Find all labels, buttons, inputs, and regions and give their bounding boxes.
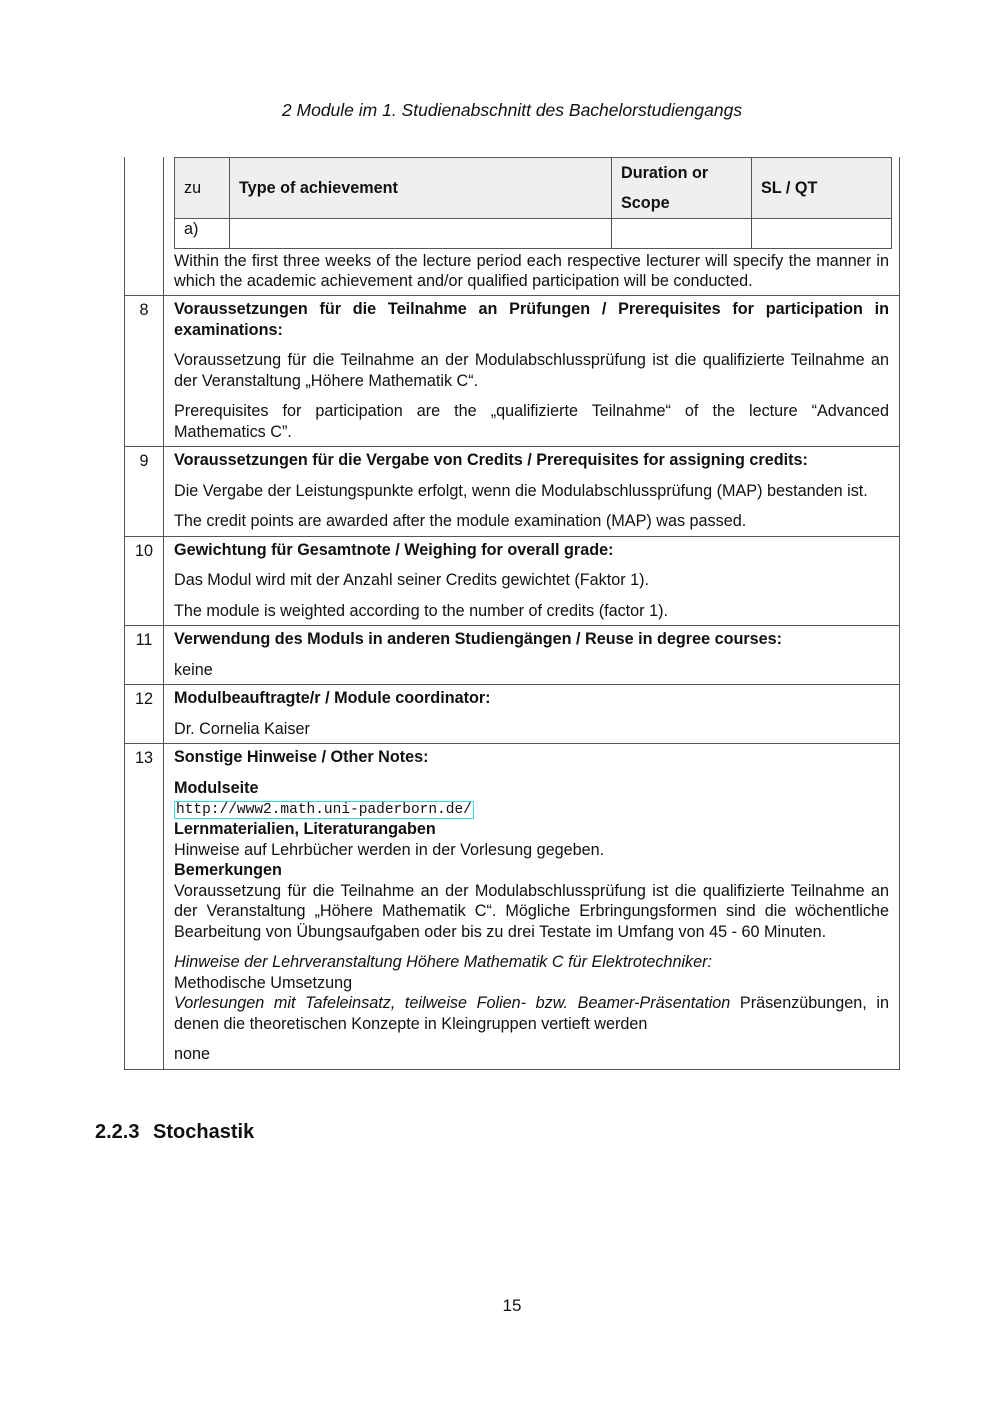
row-text-de: Das Modul wird mit der Anzahl seiner Credits gewichtet (Faktor 1). xyxy=(174,571,650,589)
row-text-en: The module is weighted according to the number of credits (factor 1). xyxy=(174,601,668,620)
row-title: Sonstige Hinweise / Other Notes: xyxy=(174,748,429,766)
row-content xyxy=(164,536,900,626)
achievement-type-cell xyxy=(230,219,612,249)
bemerkungen-text: Voraussetzung für die Teilnahme an der Modulabschlussprüfung ist die qualifizierte Teilnahme an der Veranstaltung „Höhere Mathematik C“. Mögliche Erbringungsformen sind die wöchentliche Bearbeitung von Übungsaufgaben oder bis zu drei Testate im Umfang von 45 - 60 Minuten. xyxy=(174,881,889,941)
row-number: 13 xyxy=(125,744,164,1070)
row-text-de: Voraussetzung für die Teilnahme an der Modulabschlussprüfung ist die qualifizierte Teilnahme an der Veranstaltung „Höhere Mathematik C“. xyxy=(174,351,889,390)
section-title: Stochastik xyxy=(153,1121,255,1143)
achievement-duration-cell xyxy=(612,219,752,249)
methodische-umsetzung: Methodische Umsetzung xyxy=(174,973,353,992)
table-row xyxy=(125,536,900,626)
header-zu: zu xyxy=(175,158,230,219)
hinweise-title: Hinweise der Lehrveranstaltung Höhere Mathematik C für Elektrotechniker: xyxy=(174,953,713,971)
table-row xyxy=(125,296,900,447)
header-type: Type of achievement xyxy=(230,158,612,219)
running-header: 2 Module im 1. Studienabschnitt des Bachelorstudiengangs xyxy=(281,100,743,120)
header-slqt: SL / QT xyxy=(752,158,892,219)
url-line xyxy=(174,798,889,819)
row-number: 8 xyxy=(125,296,164,447)
achievement-note: Within the first three weeks of the lecture period each respective lecturer will specify the manner in which the academic achievement and/or qualified participation will be conducted. xyxy=(174,252,889,290)
row-title: Voraussetzungen für die Teilnahme an Prüfungen / Prerequisites for participation in examinations: xyxy=(174,300,889,339)
none-text: none xyxy=(174,1045,211,1063)
notes-block xyxy=(174,778,889,1065)
bemerkungen-label: Bemerkungen xyxy=(174,861,282,879)
achievement-table xyxy=(174,157,892,249)
row-content xyxy=(164,685,900,744)
achievement-row-label: a) xyxy=(175,219,230,249)
row-content xyxy=(164,744,900,1070)
row-title: Voraussetzungen für die Vergabe von Credits / Prerequisites for assigning credits: xyxy=(174,451,808,469)
module-page-link[interactable]: http://www2.math.uni-paderborn.de/ xyxy=(176,802,472,818)
lernmaterialien-label: Lernmaterialien, Literaturangaben xyxy=(174,820,436,838)
row-content xyxy=(164,626,900,685)
row-number: 10 xyxy=(125,536,164,626)
row-content xyxy=(164,447,900,537)
row-content xyxy=(164,296,900,447)
table-row xyxy=(125,447,900,537)
achievement-header-row xyxy=(175,158,892,219)
row-value: Dr. Cornelia Kaiser xyxy=(174,719,310,738)
table-row xyxy=(125,744,900,1070)
row-text-en: Prerequisites for participation are the „qualifizierte Teilnahme“ of the lecture “Advanced Mathematics C”. xyxy=(174,402,889,441)
lernmaterialien-text: Hinweise auf Lehrbücher werden in der Vorlesung gegeben. xyxy=(174,840,605,859)
row-number: 11 xyxy=(125,626,164,685)
section-number: 2.2.3 xyxy=(95,1121,140,1143)
vorlesungen-text: Vorlesungen mit Tafeleinsatz, teilweise Folien- bzw. Beamer-Präsentation Präsenzübungen, in denen die theoretischen Konzepte in Kleingruppen vertieft werden xyxy=(174,994,889,1033)
row-value: keine xyxy=(174,660,213,679)
row-number: 9 xyxy=(125,447,164,537)
row-title: Gewichtung für Gesamtnote / Weighing for overall grade: xyxy=(174,540,614,559)
table-row xyxy=(125,626,900,685)
modulseite-label: Modulseite xyxy=(174,778,259,797)
header-duration: Duration or Scope xyxy=(612,158,752,219)
section-heading xyxy=(95,1122,254,1143)
row-title: Verwendung des Moduls in anderen Studiengängen / Reuse in degree courses: xyxy=(174,630,783,648)
row-text-de: Die Vergabe der Leistungspunkte erfolgt, wenn die Modulabschlussprüfung (MAP) bestanden ist. xyxy=(174,481,868,500)
achievement-row xyxy=(175,219,892,249)
page-number: 15 xyxy=(502,1296,522,1315)
achievement-slqt-cell xyxy=(752,219,892,249)
row-title: Modulbeauftragte/r / Module coordinator: xyxy=(174,689,491,707)
row-number: 12 xyxy=(125,685,164,744)
table-row xyxy=(125,157,900,296)
module-table xyxy=(124,157,900,1070)
row-text-en: The credit points are awarded after the module examination (MAP) was passed. xyxy=(174,512,747,530)
table-row xyxy=(125,685,900,744)
achievement-cell xyxy=(164,157,900,296)
row-number-cell xyxy=(125,157,164,296)
